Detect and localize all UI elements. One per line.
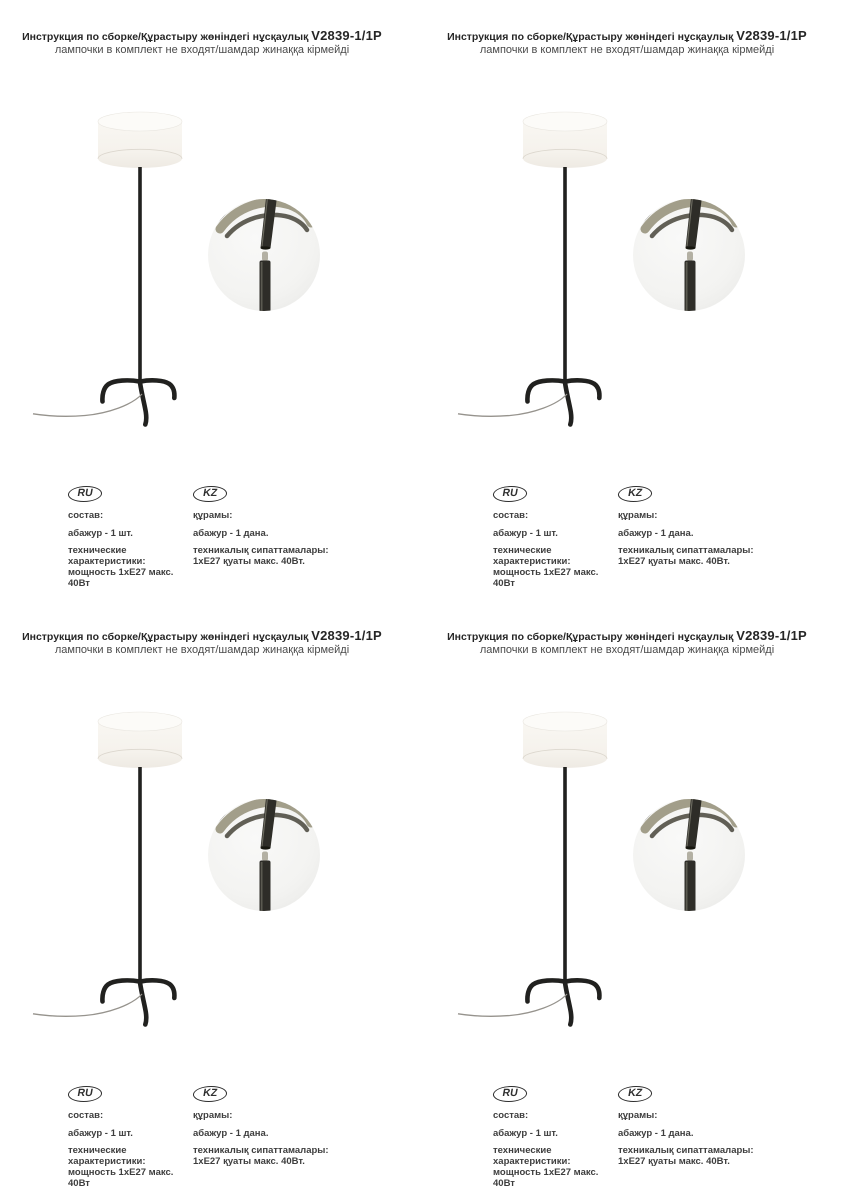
instruction-panel <box>425 0 849 600</box>
ru-badge: RU <box>492 1086 529 1102</box>
panel-header <box>2 28 402 56</box>
kz-composition-label: құрамы: <box>193 510 233 521</box>
assembly-title <box>2 628 402 643</box>
kz-specs-label: техникалық сипаттамалары: <box>193 545 329 556</box>
bulbs-note: лампочки в комплект не входят/шамдар жинаққа кірмейді <box>479 644 775 656</box>
kz-specs-value: 1хЕ27 қуаты макс. 40Вт. <box>193 556 305 567</box>
ru-specs-label: технические характеристики: <box>68 1145 146 1167</box>
assembly-title-text: Инструкция по сборке/Құрастыру жөніндегі нұсқаулық <box>447 31 734 43</box>
ru-composition-label: состав: <box>68 510 104 521</box>
instruction-panel <box>0 600 424 1200</box>
ru-composition-item: абажур - 1 шт. <box>493 528 558 539</box>
kz-specs-label: техникалық сипаттамалары: <box>618 545 754 556</box>
kz-composition-label: құрамы: <box>193 1110 233 1121</box>
bulbs-note: лампочки в комплект не входят/шамдар жинаққа кірмейді <box>54 44 350 56</box>
kz-section <box>618 1086 773 1167</box>
kz-composition-label: құрамы: <box>618 1110 658 1121</box>
panel-header <box>427 28 827 56</box>
ru-specs-label: технические характеристики: <box>68 545 146 567</box>
ru-composition-label: состав: <box>493 510 529 521</box>
ru-specs-label: технические характеристики: <box>493 545 571 567</box>
assembly-title-text: Инструкция по сборке/Құрастыру жөніндегі нұсқаулық <box>22 31 309 43</box>
kz-badge: KZ <box>192 1086 229 1102</box>
bulbs-note: лампочки в комплект не входят/шамдар жинаққа кірмейді <box>479 44 775 56</box>
floor-lamp-figure <box>443 85 783 460</box>
ru-section <box>68 1086 193 1189</box>
ru-badge: RU <box>67 486 104 502</box>
floor-lamp-figure <box>443 685 783 1060</box>
ru-section <box>493 486 618 589</box>
assembly-title <box>427 628 827 643</box>
ru-composition-item: абажур - 1 шт. <box>493 1128 558 1139</box>
assembly-title <box>2 28 402 43</box>
assembly-title <box>427 28 827 43</box>
product-code: V2839-1/1P <box>311 628 382 643</box>
kz-section <box>193 486 348 567</box>
kz-badge: KZ <box>617 1086 654 1102</box>
ru-section <box>68 486 193 589</box>
kz-composition-label: құрамы: <box>618 510 658 521</box>
ru-composition-item: абажур - 1 шт. <box>68 528 133 539</box>
kz-badge: KZ <box>617 486 654 502</box>
instruction-panel <box>425 600 849 1200</box>
kz-specs-value: 1хЕ27 қуаты макс. 40Вт. <box>618 556 730 567</box>
product-code: V2839-1/1P <box>311 28 382 43</box>
kz-composition-item: абажур - 1 дана. <box>618 528 694 539</box>
kz-specs-value: 1хЕ27 қуаты макс. 40Вт. <box>618 1156 730 1167</box>
product-code: V2839-1/1P <box>736 628 807 643</box>
kz-section <box>618 486 773 567</box>
kz-composition-item: абажур - 1 дана. <box>618 1128 694 1139</box>
kz-composition-item: абажур - 1 дана. <box>193 1128 269 1139</box>
ru-badge: RU <box>67 1086 104 1102</box>
ru-specs-value: мощность 1хЕ27 макс. 40Вт <box>68 567 174 589</box>
floor-lamp-figure <box>18 85 358 460</box>
kz-badge: KZ <box>192 486 229 502</box>
bulbs-note: лампочки в комплект не входят/шамдар жинаққа кірмейді <box>54 644 350 656</box>
kz-section <box>193 1086 348 1167</box>
ru-badge: RU <box>492 486 529 502</box>
floor-lamp-figure <box>18 685 358 1060</box>
product-code: V2839-1/1P <box>736 28 807 43</box>
ru-specs-label: технические характеристики: <box>493 1145 571 1167</box>
assembly-title-text: Инструкция по сборке/Құрастыру жөніндегі нұсқаулық <box>447 631 734 643</box>
instruction-panel <box>0 0 424 600</box>
kz-specs-value: 1хЕ27 қуаты макс. 40Вт. <box>193 1156 305 1167</box>
kz-composition-item: абажур - 1 дана. <box>193 528 269 539</box>
ru-specs-value: мощность 1хЕ27 макс. 40Вт <box>493 1167 599 1189</box>
ru-section <box>493 1086 618 1189</box>
kz-specs-label: техникалық сипаттамалары: <box>618 1145 754 1156</box>
ru-composition-item: абажур - 1 шт. <box>68 1128 133 1139</box>
kz-specs-label: техникалық сипаттамалары: <box>193 1145 329 1156</box>
ru-specs-value: мощность 1хЕ27 макс. 40Вт <box>68 1167 174 1189</box>
panel-header <box>427 628 827 656</box>
ru-composition-label: состав: <box>493 1110 529 1121</box>
assembly-title-text: Инструкция по сборке/Құрастыру жөніндегі нұсқаулық <box>22 631 309 643</box>
ru-specs-value: мощность 1хЕ27 макс. 40Вт <box>493 567 599 589</box>
panel-header <box>2 628 402 656</box>
ru-composition-label: состав: <box>68 1110 104 1121</box>
